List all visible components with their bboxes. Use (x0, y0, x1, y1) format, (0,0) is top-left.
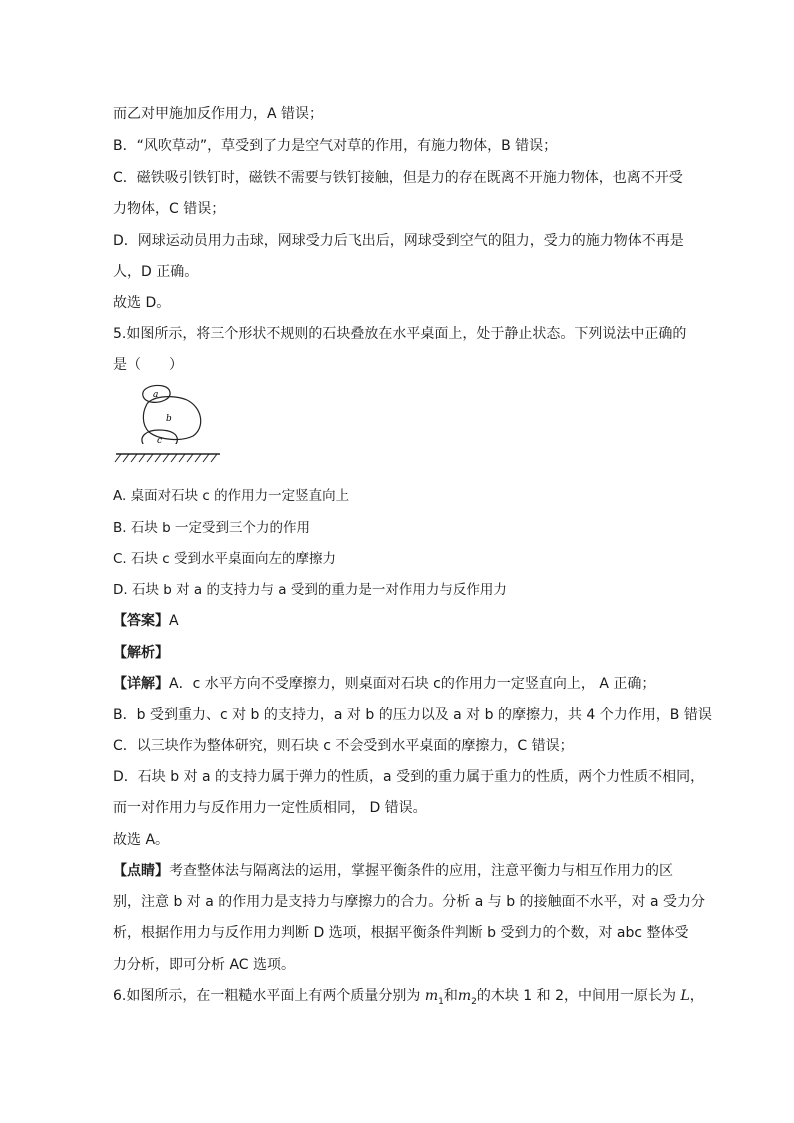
text-line: 故选 D。 (113, 295, 171, 311)
table-surface (113, 452, 223, 466)
stone-b (143, 397, 200, 440)
analysis-tag: 【解析】 (113, 645, 169, 661)
detail-text: A．c 水平方向不受摩擦力，则桌面对石块 c的作用力一定竖直向上， A 正确； (169, 676, 656, 692)
detail-line (113, 674, 655, 694)
question-5-stem: 是（ ） (113, 357, 183, 373)
text-line: B．“风吹草动”，草受到了力是空气对草的作用，有施力物体，B 错误； (113, 138, 558, 154)
detail-line: 故选 A。 (113, 832, 170, 848)
point-line: 别，注意 b 对 a 的作用力是支持力与摩擦力的合力。分析 a 与 b 的接触面不水平，对 a 受力分 (113, 894, 706, 910)
m1-subscript: 1 (438, 996, 444, 1007)
option-d: D. 石块 b 对 a 的支持力与 a 受到的重力是一对作用力与反作用力 (113, 582, 507, 598)
option-c: C. 石块 c 受到水平桌面向左的摩擦力 (113, 551, 337, 567)
point-line (113, 861, 673, 881)
q6-text: ， (689, 988, 704, 1004)
text-line: 而乙对甲施加反作用力，A 错误； (113, 106, 324, 122)
text-line: 力物体，C 错误； (113, 201, 226, 217)
point-line: 力分析，即可分析 AC 选项。 (113, 957, 296, 973)
question-6-stem (113, 986, 704, 1012)
m2-subscript: 2 (471, 996, 477, 1007)
m2-symbol: m (457, 988, 472, 1004)
q6-text: 和 (443, 988, 458, 1004)
text-line: C．磁铁吸引铁钉时，磁铁不需要与铁钉接触，但是力的存在既离不开施力物体，也离不开受 (113, 170, 683, 186)
answer-line (113, 611, 179, 631)
detail-line: 而一对作用力与反作用力一定性质相同， D 错误。 (113, 800, 427, 816)
detail-line: B．b 受到重力、c 对 b 的支持力，a 对 b 的压力以及 a 对 b 的摩擦力，共 4 个力作用，B 错误 (113, 707, 712, 723)
question-5-stem: 5.如图所示，将三个形状不规则的石块叠放在水平桌面上，处于静止状态。下列说法中正确的 (113, 326, 687, 342)
stacked-stones-figure (113, 376, 223, 444)
answer-tag: 【答案】 (113, 613, 169, 629)
label-c: c (157, 436, 163, 444)
point-text: 考查整体法与隔离法的运用，掌握平衡条件的应用，注意平衡力与相互作用力的区 (169, 863, 673, 879)
length-symbol: L (680, 988, 690, 1004)
point-tag: 【点睛】 (113, 863, 169, 879)
option-b: B. 石块 b 一定受到三个力的作用 (113, 520, 310, 536)
m1-symbol: m (424, 988, 439, 1004)
detail-line: D．石块 b 对 a 的支持力属于弹力的性质，a 受到的重力属于重力的性质，两个力性质不相同， (113, 769, 705, 785)
label-b: b (166, 414, 172, 424)
q6-text: 的木块 1 和 2，中间用一原长为 (476, 988, 681, 1004)
detail-line: C．以三块作为整体研究，则石块 c 不会受到水平桌面的摩擦力，C 错误； (113, 738, 574, 754)
text-line: 人，D 正确。 (113, 264, 199, 280)
option-a: A. 桌面对石块 c 的作用力一定竖直向上 (113, 488, 350, 504)
detail-tag: 【详解】 (113, 676, 169, 692)
text-line: D．网球运动员用力击球，网球受力后飞出后，网球受到空气的阻力，受力的施力物体不再是 (113, 233, 684, 249)
point-line: 析，根据作用力与反作用力判断 D 选项，根据平衡条件判断 b 受到力的个数，对 abc 整体受 (113, 925, 689, 941)
q6-text: 6.如图所示，在一粗糙水平面上有两个质量分别为 (113, 988, 425, 1004)
answer-value: A (169, 613, 179, 629)
label-a: a (153, 390, 159, 400)
